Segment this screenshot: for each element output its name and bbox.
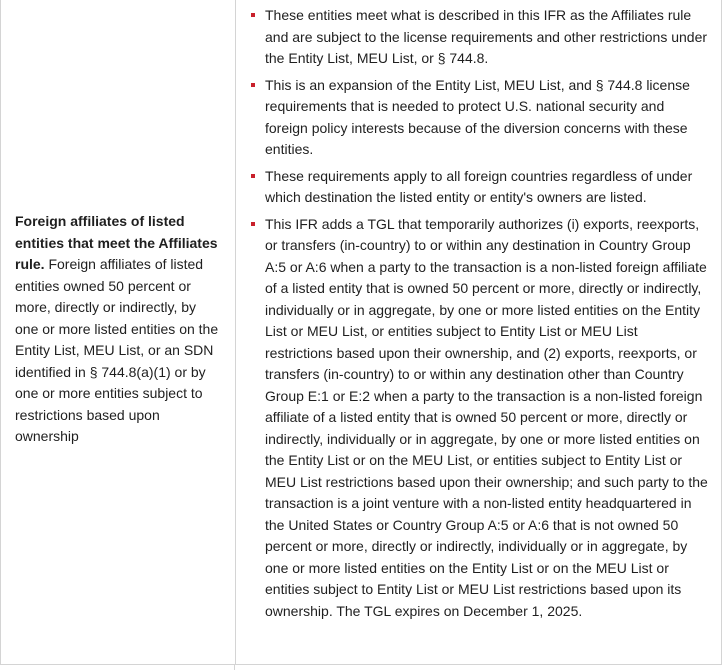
square-bullet-icon [251, 222, 255, 226]
bullet-item [250, 75, 709, 161]
category-title: Foreign affiliates of listed entities that meet the Affiliates rule. [15, 213, 218, 273]
category-description [15, 211, 221, 448]
category-cell [1, 0, 236, 664]
bullet-text: These requirements apply to all foreign countries regardless of under which destination the listed entity or entity's owners are listed. [265, 167, 693, 205]
category-body: Foreign affiliates of listed entities owned 50 percent or more, directly or indirectly, by one or more listed entities on the Entity List, MEU List, or an SDN identified in § 744.8(a)(1) or by one or more entities subject to restrictions based upon ownership [15, 256, 219, 445]
square-bullet-icon [251, 174, 255, 178]
details-bullet-list [250, 5, 709, 622]
next-row-border [0, 664, 722, 665]
square-bullet-icon [251, 13, 255, 17]
bullet-item [250, 5, 709, 70]
bullet-item [250, 166, 709, 209]
next-row-column-divider [234, 664, 235, 670]
bullet-text: This IFR adds a TGL that temporarily authorizes (i) exports, reexports, or transfers (in-country) to or within any destination in Country Group A:5 or A:6 when a party to the transaction is a non-listed foreign affiliate of a listed entity that is owned 50 percent or more, directly or indirectly, individually or in aggregate, by one or more listed entities on the Entity List or MEU List, or entities subject to Entity List or MEU List restrictions based upon their ownership, and (2) exports, reexports, or transfers (in-country) to or within any destination other than Country Group E:1 or E:2 when a party to the transaction is a non-listed foreign affiliate of a listed entity that is owned 50 percent or more, directly or indirectly, individually or in aggregate, by one or more listed entities on the Entity List or on the MEU List, or entities subject to Entity List or MEU List restrictions based upon their ownership; and such party to the transaction is a joint venture with a non-listed entity headquartered in the United States or Country Group A:5 or A:6 that is not owned 50 percent or more, directly or indirectly, individually or in aggregate, by one or more listed entities on the Entity List or on the MEU List or entities subject to Entity List or MEU List restrictions based upon its ownership. The TGL expires on December 1, 2025. [265, 215, 708, 619]
bullet-text: These entities meet what is described in this IFR as the Affiliates rule and are subject to the license requirements and other restrictions under the Entity List, MEU List, or § 744.8. [265, 7, 708, 66]
bullet-text: This is an expansion of the Entity List, MEU List, and § 744.8 license requirements that is needed to protect U.S. national security and foreign policy interests because of the diversion concerns with these entities. [265, 76, 690, 157]
square-bullet-icon [251, 83, 255, 87]
bullet-item [250, 214, 709, 623]
details-cell [236, 0, 721, 664]
